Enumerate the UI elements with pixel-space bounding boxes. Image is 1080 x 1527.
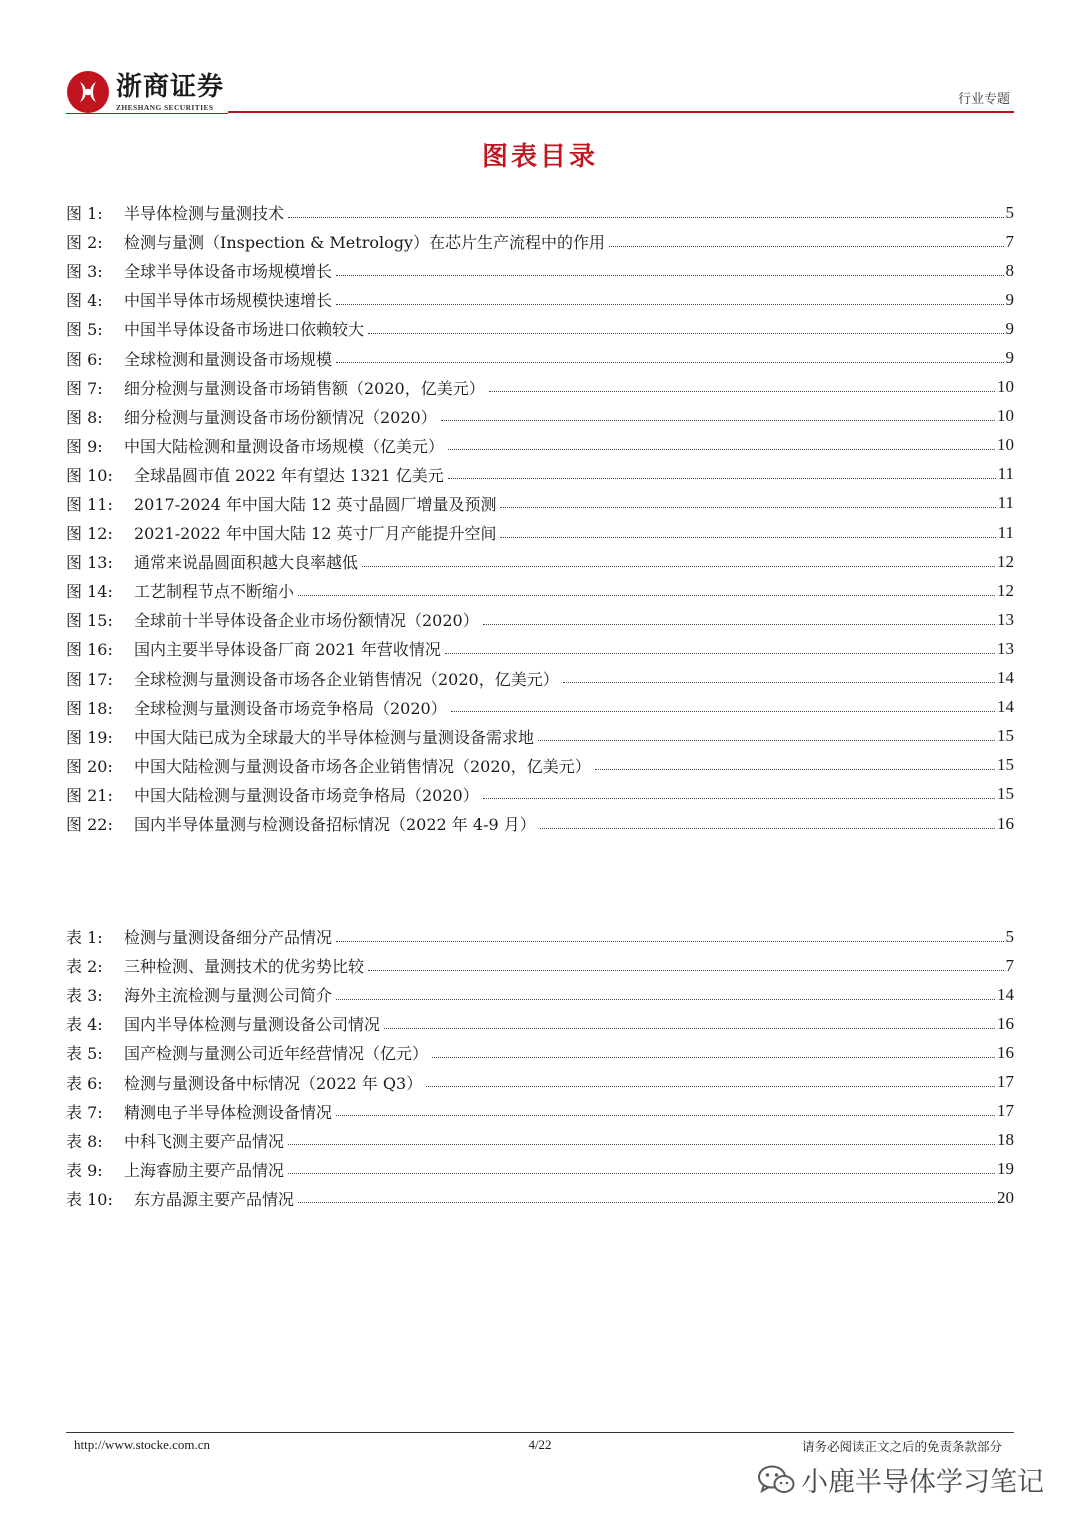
figure-entry-page: 11 [997, 493, 1014, 513]
table-list [66, 922, 1014, 1213]
figure-entry-title: 2021-2022 年中国大陆 12 英寸厂月产能提升空间 [134, 524, 497, 544]
figure-entry[interactable] [66, 605, 1014, 634]
figure-entry-page: 12 [997, 551, 1014, 571]
figure-entry-title: 2017-2024 年中国大陆 12 英寸晶圆厂增量及预测 [134, 494, 497, 514]
figure-entry-page: 12 [997, 580, 1014, 600]
figure-entry-label: 图 6: [66, 349, 103, 369]
dot-leader [288, 1173, 995, 1174]
dot-leader [432, 1057, 995, 1058]
table-entry-label: 表 7: [66, 1102, 103, 1122]
figure-entry-title: 通常来说晶圆面积越大良率越低 [134, 553, 359, 573]
figure-entry-label: 图 2: [66, 233, 103, 253]
figure-entry-page: 15 [997, 784, 1014, 804]
table-entry-label: 表 8: [66, 1131, 103, 1151]
figure-entry-title: 全球检测与量测设备市场各企业销售情况（2020，亿美元） [134, 669, 559, 689]
table-entry-title: 海外主流检测与量测公司简介 [124, 986, 333, 1006]
logo-english-name: ZHESHANG SECURITIES [116, 102, 214, 112]
figure-entry-page: 9 [1005, 289, 1014, 309]
table-entry[interactable] [66, 980, 1014, 1009]
figure-entry-page: 15 [997, 755, 1014, 775]
figure-entry[interactable] [66, 343, 1014, 372]
figure-entry-page: 15 [997, 726, 1014, 746]
figure-entry-title: 细分检测与量测设备市场销售额（2020，亿美元） [124, 378, 485, 398]
logo-chinese-name: 浙商证券 [116, 71, 225, 102]
dot-leader [288, 217, 1003, 218]
watermark [757, 1460, 1044, 1499]
figure-entry-page: 14 [997, 697, 1014, 717]
figure-entry[interactable] [66, 634, 1014, 663]
table-entry[interactable] [66, 1067, 1014, 1096]
dot-leader [426, 1086, 995, 1087]
table-entry-page: 16 [997, 1013, 1014, 1033]
figure-entry-page: 11 [997, 464, 1014, 484]
header-rule-thin [66, 113, 228, 114]
report-type-tag: 行业专题 [957, 92, 1010, 107]
table-entry-page: 16 [997, 1042, 1014, 1062]
watermark-text: 小鹿半导体学习笔记 [801, 1467, 1044, 1498]
table-entry-label: 表 5: [66, 1044, 103, 1064]
table-entry-title: 上海睿励主要产品情况 [124, 1160, 285, 1180]
figure-entry[interactable] [66, 460, 1014, 489]
header-rule [228, 111, 1014, 113]
page-title: 图表目录 [481, 142, 598, 172]
table-entry-title: 国内半导体检测与量测设备公司情况 [124, 1015, 381, 1035]
figure-entry[interactable] [66, 489, 1014, 518]
table-entry-page: 5 [1005, 926, 1014, 946]
figure-list [66, 198, 1014, 838]
dot-leader [336, 362, 1003, 363]
figure-entry-title: 细分检测与量测设备市场份额情况（2020） [124, 407, 437, 427]
table-entry-label: 表 4: [66, 1015, 103, 1035]
table-entry[interactable] [66, 1009, 1014, 1038]
figure-entry-page: 9 [1005, 318, 1014, 338]
figure-entry[interactable] [66, 314, 1014, 343]
figure-entry-page: 14 [997, 668, 1014, 688]
figure-entry-title: 中国半导体设备市场进口依赖较大 [124, 320, 365, 340]
table-entry-title: 检测与量测设备中标情况（2022 年 Q3） [124, 1073, 423, 1093]
figure-entry-page: 16 [997, 813, 1014, 833]
figure-entry-title: 全球检测和量测设备市场规模 [124, 349, 333, 369]
table-entry-title: 检测与量测设备细分产品情况 [124, 928, 333, 948]
figure-entry-page: 11 [997, 522, 1014, 542]
figure-entry-page: 5 [1005, 202, 1014, 222]
figure-entry-title: 全球检测与量测设备市场竞争格局（2020） [134, 698, 447, 718]
footer-rule [66, 1432, 1014, 1433]
dot-leader [451, 711, 995, 712]
table-entry-label: 表 10: [66, 1189, 113, 1209]
logo-mark-icon [66, 70, 110, 114]
figure-entry[interactable] [66, 285, 1014, 314]
figure-entry-page: 10 [997, 377, 1014, 397]
figure-entry-title: 中国大陆已成为全球最大的半导体检测与量测设备需求地 [134, 727, 535, 747]
dot-leader [483, 624, 995, 625]
figure-entry-page: 13 [997, 609, 1014, 629]
dot-leader [336, 999, 995, 1000]
figure-entry-label: 图 19: [66, 727, 113, 747]
table-entry-label: 表 6: [66, 1073, 103, 1093]
figure-entry-label: 图 13: [66, 553, 113, 573]
dot-leader [336, 941, 1003, 942]
dot-leader [336, 1115, 995, 1116]
dot-leader [595, 769, 995, 770]
figure-entry-label: 图 1: [66, 204, 103, 224]
table-entry-page: 17 [997, 1101, 1014, 1121]
figure-entry[interactable] [66, 198, 1014, 227]
table-entry-label: 表 1: [66, 928, 103, 948]
figure-entry-page: 9 [1005, 348, 1014, 368]
table-entry-page: 18 [997, 1130, 1014, 1150]
dot-leader [368, 970, 1003, 971]
figure-entry-title: 中国大陆检测与量测设备市场竞争格局（2020） [134, 785, 479, 805]
table-entry-label: 表 3: [66, 986, 103, 1006]
dot-leader [362, 566, 995, 567]
table-entry[interactable] [66, 1184, 1014, 1213]
dot-leader [500, 537, 995, 538]
dot-leader [384, 1028, 995, 1029]
figure-entry-title: 全球半导体设备市场规模增长 [124, 262, 333, 282]
table-entry-page: 7 [1005, 955, 1014, 975]
table-entry-title: 三种检测、量测技术的优劣势比较 [124, 957, 365, 977]
table-entry-title: 国产检测与量测公司近年经营情况（亿元） [124, 1044, 429, 1064]
figure-entry-label: 图 22: [66, 815, 113, 835]
figure-entry-label: 图 3: [66, 262, 103, 282]
figure-entry-label: 图 12: [66, 524, 113, 544]
dot-leader [441, 420, 995, 421]
figure-entry[interactable] [66, 576, 1014, 605]
dot-leader [448, 449, 995, 450]
figure-entry-label: 图 5: [66, 320, 103, 340]
figure-entry[interactable] [66, 227, 1014, 256]
figure-entry-label: 图 15: [66, 611, 113, 631]
figure-entry-label: 图 7: [66, 378, 103, 398]
figure-entry-label: 图 9: [66, 436, 103, 456]
dot-leader [563, 682, 995, 683]
figure-entry-label: 图 8: [66, 407, 103, 427]
figure-entry-label: 图 21: [66, 785, 113, 805]
figure-entry-page: 13 [997, 638, 1014, 658]
figure-entry-title: 半导体检测与量测技术 [124, 204, 285, 224]
company-logo [66, 70, 224, 114]
figure-entry-page: 10 [997, 406, 1014, 426]
figure-entry-title: 中国大陆检测和量测设备市场规模（亿美元） [124, 436, 445, 456]
table-entry[interactable] [66, 922, 1014, 951]
figure-entry-title: 全球晶圆市值 2022 年有望达 1321 亿美元 [134, 465, 444, 485]
figure-entry-label: 图 11: [66, 494, 113, 514]
dot-leader [489, 391, 995, 392]
dot-leader [609, 246, 1003, 247]
figure-entry[interactable] [66, 693, 1014, 722]
table-entry[interactable] [66, 1038, 1014, 1067]
figure-entry[interactable] [66, 431, 1014, 460]
table-entry-page: 19 [997, 1159, 1014, 1179]
figure-entry-page: 7 [1005, 231, 1014, 251]
dot-leader [298, 1202, 995, 1203]
figure-entry[interactable] [66, 809, 1014, 838]
dot-leader [538, 740, 995, 741]
footer-disclaimer: 请务必阅读正文之后的免责条款部分 [801, 1439, 1002, 1454]
dot-leader [483, 798, 995, 799]
figure-entry-page: 10 [997, 435, 1014, 455]
figure-entry[interactable] [66, 664, 1014, 693]
table-entry-label: 表 2: [66, 957, 103, 977]
table-entry[interactable] [66, 951, 1014, 980]
figure-entry[interactable] [66, 373, 1014, 402]
dot-leader [298, 595, 995, 596]
figure-entry-title: 检测与量测（Inspection & Metrology）在芯片生产流程中的作用 [124, 233, 606, 253]
table-entry-page: 20 [997, 1188, 1014, 1208]
dot-leader [540, 828, 995, 829]
dot-leader [336, 275, 1003, 276]
figure-entry-title: 中国大陆检测与量测设备市场各企业销售情况（2020，亿美元） [134, 756, 591, 776]
figure-entry[interactable] [66, 751, 1014, 780]
figure-entry[interactable] [66, 256, 1014, 285]
table-entry-title: 精测电子半导体检测设备情况 [124, 1102, 333, 1122]
dot-leader [336, 304, 1003, 305]
figure-entry[interactable] [66, 402, 1014, 431]
dot-leader [448, 478, 996, 479]
dot-leader [500, 507, 995, 508]
table-entry-label: 表 9: [66, 1160, 103, 1180]
figure-entry-title: 工艺制程节点不断缩小 [134, 582, 295, 602]
figure-entry[interactable] [66, 722, 1014, 751]
table-entry[interactable] [66, 1155, 1014, 1184]
page-header [0, 0, 1080, 120]
figure-entry[interactable] [66, 780, 1014, 809]
table-entry[interactable] [66, 1126, 1014, 1155]
dot-leader [445, 653, 995, 654]
figure-entry-label: 图 4: [66, 291, 103, 311]
table-entry-title: 东方晶源主要产品情况 [134, 1189, 295, 1209]
table-entry-title: 中科飞测主要产品情况 [124, 1131, 285, 1151]
figure-entry-title: 国内半导体量测与检测设备招标情况（2022 年 4-9 月） [134, 815, 536, 835]
figure-entry-page: 8 [1005, 260, 1014, 280]
figure-entry-title: 中国半导体市场规模快速增长 [124, 291, 333, 311]
figure-entry-label: 图 14: [66, 582, 113, 602]
figure-entry-label: 图 20: [66, 756, 113, 776]
footer-url[interactable]: http://www.stocke.com.cn [74, 1437, 210, 1452]
table-entry-page: 17 [997, 1072, 1014, 1092]
figure-entry[interactable] [66, 547, 1014, 576]
wechat-icon [757, 1464, 795, 1496]
footer-page-number: 4/22 [528, 1437, 552, 1452]
figure-entry-title: 全球前十半导体设备企业市场份额情况（2020） [134, 611, 479, 631]
dot-leader [368, 333, 1003, 334]
figure-entry-label: 图 10: [66, 465, 113, 485]
figure-entry-title: 国内主要半导体设备厂商 2021 年营收情况 [134, 640, 441, 660]
table-entry[interactable] [66, 1097, 1014, 1126]
figure-entry-label: 图 18: [66, 698, 113, 718]
dot-leader [288, 1144, 995, 1145]
figure-entry[interactable] [66, 518, 1014, 547]
figure-entry-label: 图 16: [66, 640, 113, 660]
table-entry-page: 14 [997, 984, 1014, 1004]
figure-entry-label: 图 17: [66, 669, 113, 689]
